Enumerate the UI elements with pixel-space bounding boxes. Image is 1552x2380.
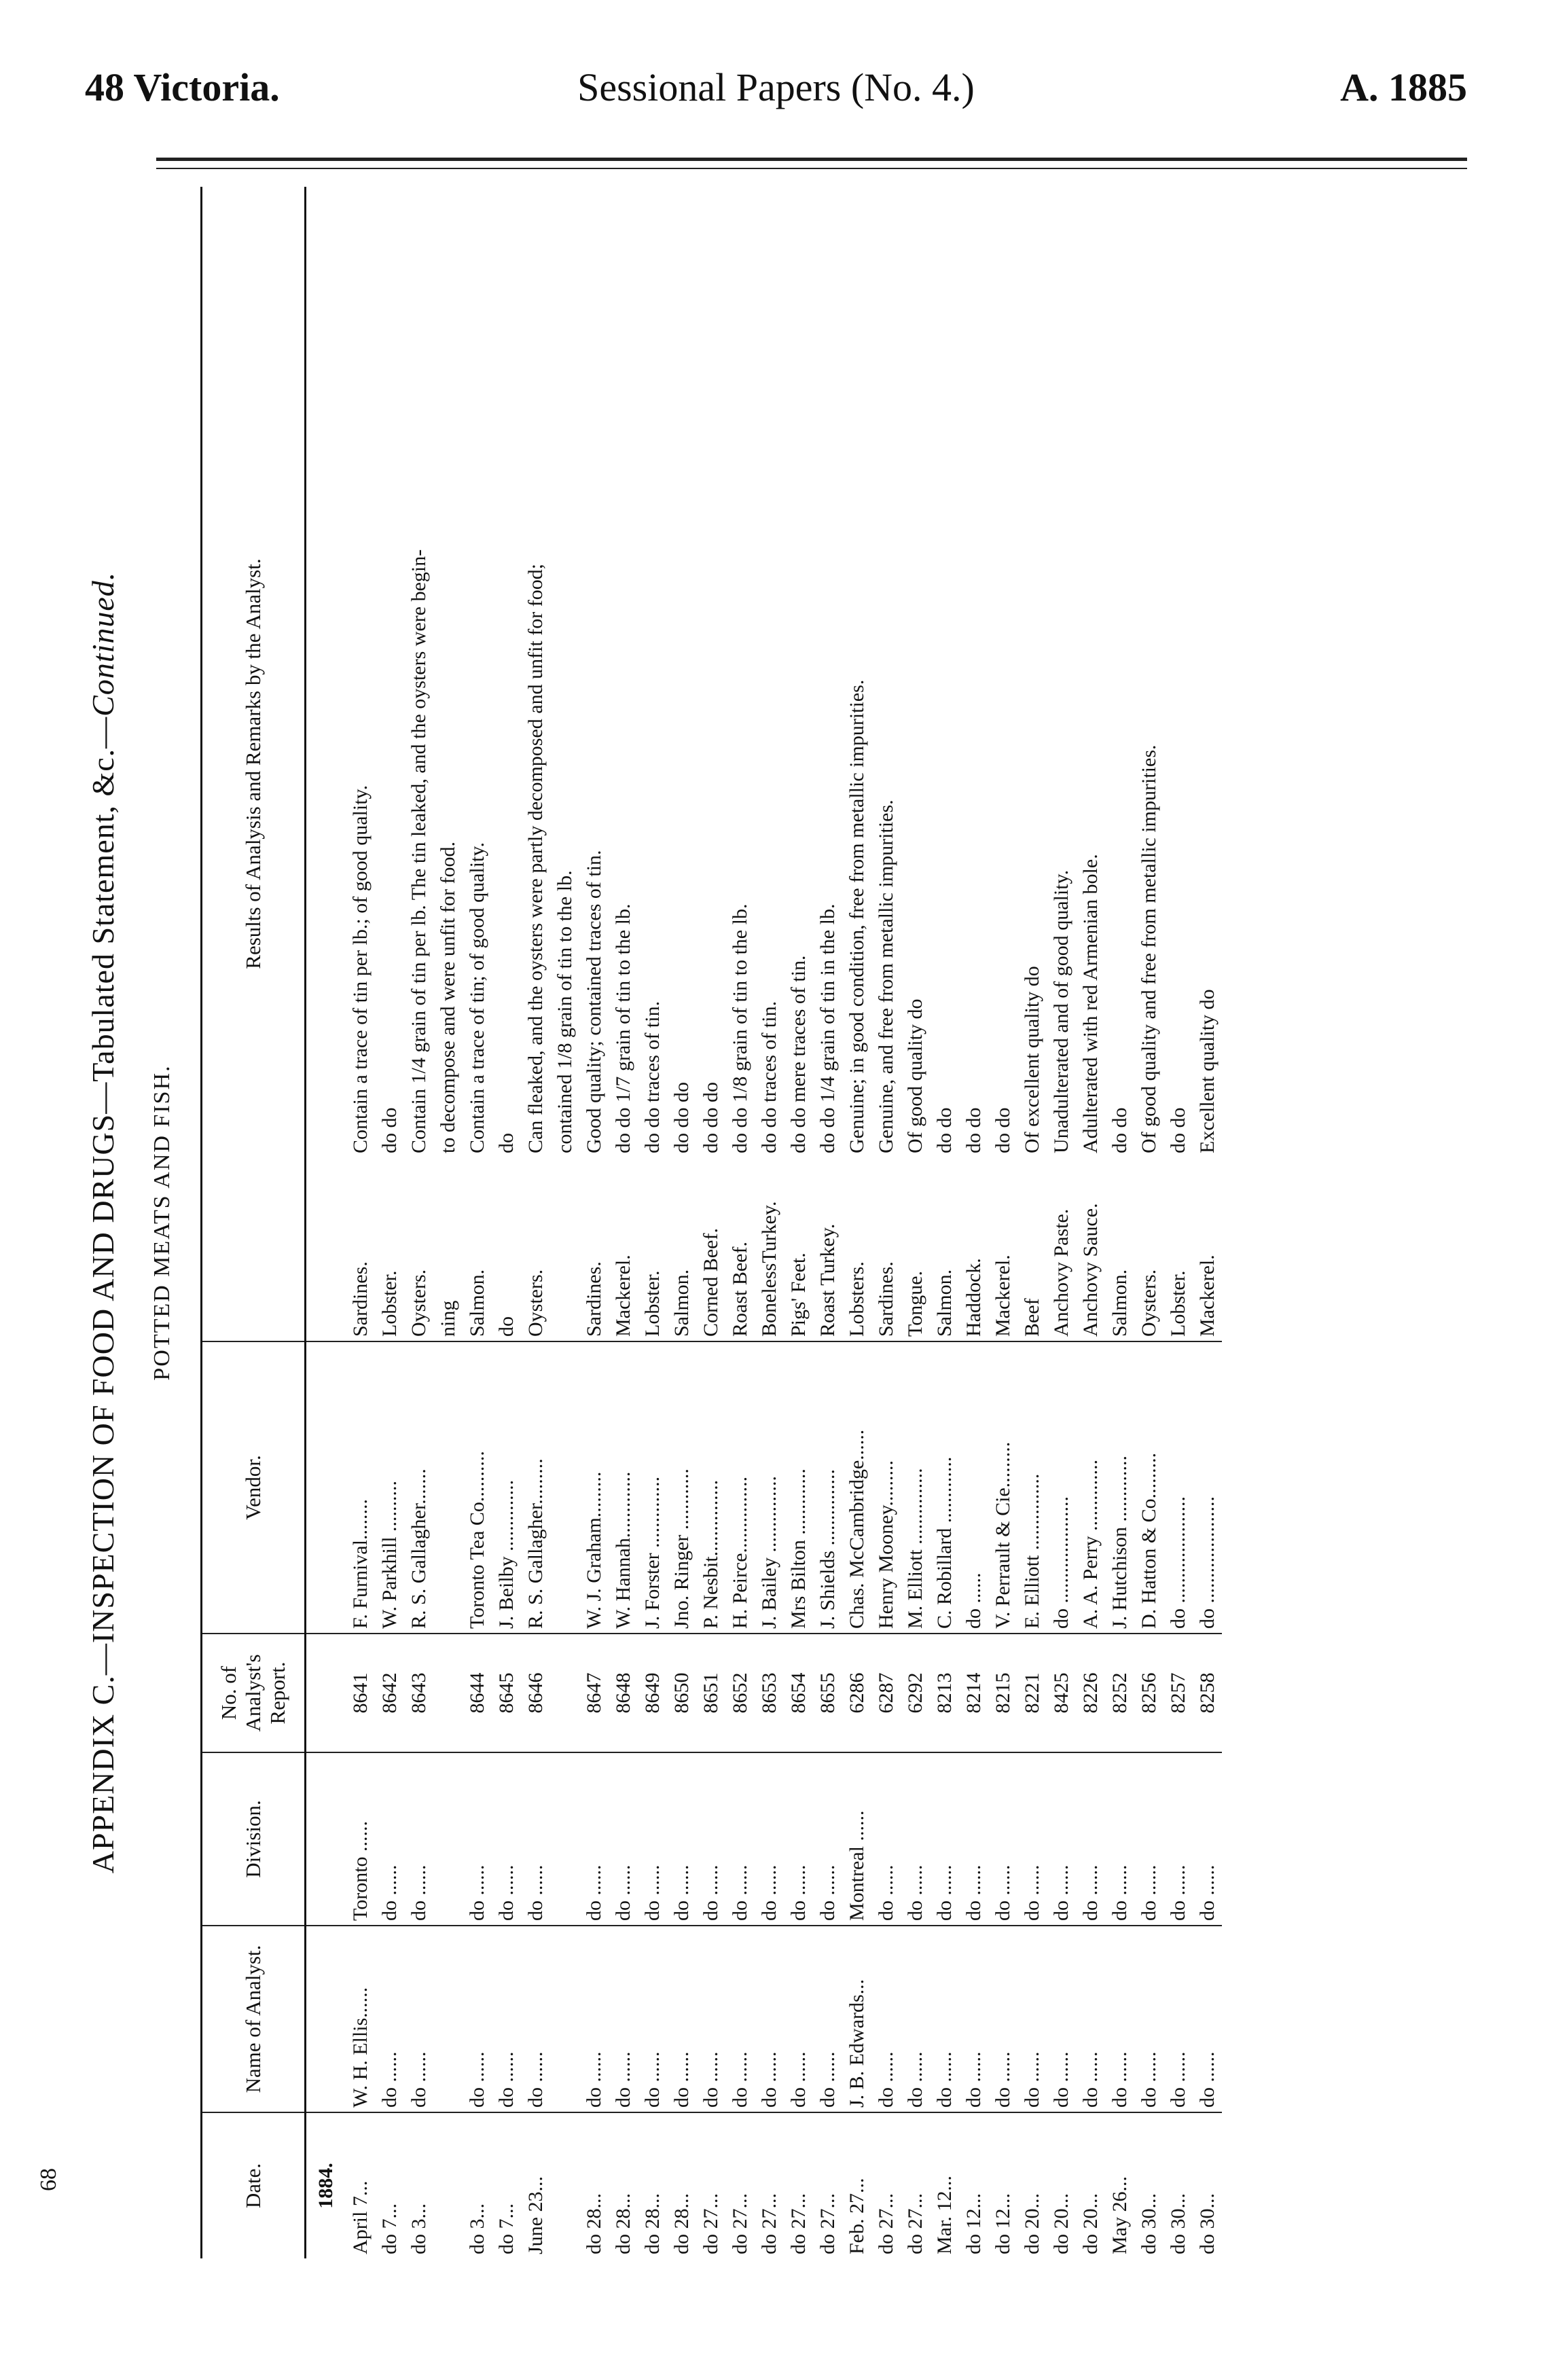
analysis-result: Contain 1/4 grain of tin per lb. The tin leaked, and the oysters were begin-: [408, 549, 430, 1153]
cell-results: [521, 187, 550, 1341]
article-name: Roast Turkey.: [816, 1223, 839, 1337]
analysis-result: do do 1/4 grain of tin in the lb.: [816, 903, 839, 1153]
cell-report: 8257: [1163, 1634, 1193, 1752]
cell-analyst: do ......: [725, 1926, 755, 2112]
table-row: [813, 187, 842, 2258]
cell-results: [433, 187, 463, 1341]
page-header: [0, 65, 1552, 119]
article-name: Mackerel.: [992, 1255, 1014, 1337]
volume-label: 48 Victoria.: [85, 65, 280, 109]
table-row: [725, 187, 755, 2258]
cell-vendor: [433, 1341, 463, 1634]
cell-division: do ......: [1017, 1752, 1047, 1926]
analysis-result: do do mere traces of tin.: [787, 955, 810, 1153]
cell-results: [696, 187, 725, 1341]
cell-division: do ......: [609, 1752, 638, 1926]
cell-results: [463, 187, 492, 1341]
cell-results: [901, 187, 930, 1341]
analysis-result: do do traces of tin.: [758, 1000, 780, 1153]
table-row: [1105, 187, 1134, 2258]
cell-date: Mar. 12...: [933, 2176, 956, 2254]
table-row: [988, 187, 1017, 2258]
analysis-result: Excellent quality do: [1196, 989, 1219, 1153]
year-cell: 1884.: [314, 2163, 337, 2209]
cell-results: [871, 187, 901, 1341]
cell-analyst: do ......: [696, 1926, 725, 2112]
cell-vendor: D. Hatton & Co.........: [1134, 1341, 1163, 1634]
cell-results: [755, 187, 784, 1341]
cell-report: 6292: [901, 1634, 930, 1752]
analysis-result: contained 1/8 grain of tin to the lb.: [554, 870, 576, 1153]
cell-date: do 12...: [962, 2193, 985, 2254]
cell-report: 6286: [842, 1634, 871, 1752]
cell-division: do ......: [579, 1752, 609, 1926]
analysis-result: Contain a trace of tin per lb.; of good quality.: [349, 785, 372, 1153]
cell-date: do 7...: [495, 2203, 518, 2254]
cell-results: [638, 187, 667, 1341]
cell-analyst: do ......: [463, 1926, 492, 2112]
appendix-title-text: APPENDIX C.—INSPECTION OF FOOD AND DRUGS—Tabulated Statement, &c.—: [86, 716, 120, 1874]
cell-results: [930, 187, 959, 1341]
cell-vendor: C. Robillard .............: [930, 1341, 959, 1634]
table-body: [306, 187, 1223, 2258]
table-row: [492, 187, 521, 2258]
analysis-result: do do: [962, 1107, 985, 1153]
analysis-result: Of good quality do: [904, 998, 926, 1153]
cell-vendor: E. Elliott ...............: [1017, 1341, 1047, 1634]
cell-results: [492, 187, 521, 1341]
cell-report: 8256: [1134, 1634, 1163, 1752]
cell-results: [1193, 187, 1222, 1341]
cell-results: [725, 187, 755, 1341]
cell-vendor: R. S. Gallagher.......: [404, 1341, 433, 1634]
article-name: Roast Beef.: [729, 1242, 751, 1337]
cell-analyst: do ......: [579, 1926, 609, 2112]
cell-date: Feb. 27...: [846, 2178, 868, 2254]
cell-date: do 12...: [992, 2193, 1014, 2254]
cell-analyst: do ......: [404, 1926, 433, 2112]
cell-analyst: J. B. Edwards...: [842, 1926, 871, 2112]
cell-analyst: do ......: [1105, 1926, 1134, 2112]
cell-results: [784, 187, 813, 1341]
cell-date: do 28...: [612, 2193, 634, 2254]
article-name: Anchovy Sauce.: [1079, 1203, 1102, 1337]
table-row: [1163, 187, 1193, 2258]
analysis-result: Of good quality and free from metallic impurities.: [1138, 744, 1160, 1153]
cell-results: [550, 187, 579, 1341]
cell-vendor: Chas. McCambridge......: [842, 1341, 871, 1634]
cell-report: 8649: [638, 1634, 667, 1752]
cell-vendor: do .....................: [1163, 1341, 1193, 1634]
article-name: do: [495, 1316, 518, 1337]
cell-report: 8643: [404, 1634, 433, 1752]
cell-report: 8425: [1047, 1634, 1076, 1752]
cell-results: [813, 187, 842, 1341]
cell-vendor: J. Beilby ..............: [492, 1341, 521, 1634]
analysis-result: do do: [992, 1107, 1014, 1153]
cell-analyst: do ......: [375, 1926, 404, 2112]
article-name: ning: [437, 1300, 459, 1337]
cell-vendor: Mrs Bilton .............: [784, 1341, 813, 1634]
cell-division: do ......: [404, 1752, 433, 1926]
cell-vendor: W. Hannah.............: [609, 1341, 638, 1634]
cell-division: do ......: [1163, 1752, 1193, 1926]
cell-division: do ......: [1193, 1752, 1222, 1926]
article-name: Mackerel.: [612, 1255, 634, 1337]
cell-division: do ......: [638, 1752, 667, 1926]
cell-report: 8213: [930, 1634, 959, 1752]
cell-vendor: A. A. Perry ..............: [1076, 1341, 1105, 1634]
cell-report: 8252: [1105, 1634, 1134, 1752]
article-name: Lobsters.: [846, 1261, 868, 1337]
cell-results: [346, 187, 375, 1341]
header-rule: [156, 158, 1467, 161]
rotated-table-page: [85, 187, 1470, 2258]
cell-analyst: do ......: [901, 1926, 930, 2112]
cell-date: do 30...: [1167, 2193, 1189, 2254]
cell-report: 8215: [988, 1634, 1017, 1752]
cell-date: [550, 2112, 579, 2258]
cell-division: do ......: [1076, 1752, 1105, 1926]
article-name: Anchovy Paste.: [1050, 1208, 1072, 1337]
cell-analyst: do ......: [1017, 1926, 1047, 2112]
cell-vendor: [550, 1341, 579, 1634]
cell-date: do 27...: [787, 2193, 810, 2254]
cell-division: do ......: [725, 1752, 755, 1926]
cell-results: [1047, 187, 1076, 1341]
cell-date: do 27...: [729, 2193, 751, 2254]
appendix-title: [85, 187, 121, 2258]
cell-results: [988, 187, 1017, 1341]
cell-report: 8655: [813, 1634, 842, 1752]
table-row: [959, 187, 988, 2258]
analysis-result: do do 1/8 grain of tin to the lb.: [729, 903, 751, 1153]
cell-analyst: [433, 1926, 463, 2112]
analysis-result: do do: [933, 1107, 956, 1153]
cell-date: do 20...: [1079, 2193, 1102, 2254]
article-name: Mackerel.: [1196, 1255, 1219, 1337]
table-row: [521, 187, 550, 2258]
cell-analyst: do ......: [1134, 1926, 1163, 2112]
page-number: 68: [36, 2168, 61, 2191]
analysis-result: do do traces of tin.: [641, 1000, 664, 1153]
cell-vendor: J. Bailey ...............: [755, 1341, 784, 1634]
cell-results: [842, 187, 871, 1341]
cell-division: do ......: [492, 1752, 521, 1926]
cell-date: do 3...: [408, 2203, 430, 2254]
cell-date: do 7...: [378, 2203, 401, 2254]
analysis-result: Unadulterated and of good quality.: [1050, 869, 1072, 1153]
cell-division: Toronto ......: [346, 1752, 375, 1926]
col-header-vendor: Vendor.: [202, 1341, 306, 1634]
analysis-result: Adulterated with red Armenian bole.: [1079, 854, 1102, 1153]
article-name: Lobster.: [1167, 1270, 1189, 1337]
cell-report: 8226: [1076, 1634, 1105, 1752]
cell-division: do ......: [813, 1752, 842, 1926]
cell-report: 8652: [725, 1634, 755, 1752]
cell-analyst: do ......: [521, 1926, 550, 2112]
analysis-result: Good quality; contained traces of tin.: [583, 850, 605, 1153]
cell-division: do ......: [784, 1752, 813, 1926]
table-row: [667, 187, 696, 2258]
cell-date: May 26...: [1108, 2176, 1131, 2254]
cell-division: Montreal ......: [842, 1752, 871, 1926]
analysis-result: do do do: [700, 1082, 722, 1153]
cell-analyst: do ......: [1076, 1926, 1105, 2112]
table-row: [1047, 187, 1076, 2258]
article-name: Sardines.: [349, 1261, 372, 1337]
article-name: Haddock.: [962, 1258, 985, 1337]
table-row: [346, 187, 375, 2258]
cell-analyst: do ......: [755, 1926, 784, 2112]
analysis-result: do do: [1108, 1107, 1131, 1153]
cell-date: do 28...: [670, 2193, 693, 2254]
article-name: Sardines.: [583, 1261, 605, 1337]
cell-results: [1134, 187, 1163, 1341]
cell-results: [1017, 187, 1047, 1341]
cell-vendor: J. Forster ..............: [638, 1341, 667, 1634]
cell-vendor: H. Peirce...............: [725, 1341, 755, 1634]
cell-report: 8646: [521, 1634, 550, 1752]
cell-division: do ......: [463, 1752, 492, 1926]
cell-date: do 27...: [700, 2193, 722, 2254]
cell-division: do ......: [755, 1752, 784, 1926]
table-row: [375, 187, 404, 2258]
cell-analyst: do ......: [930, 1926, 959, 2112]
cell-report: [433, 1634, 463, 1752]
cell-report: 8644: [463, 1634, 492, 1752]
cell-date: do 27...: [816, 2193, 839, 2254]
cell-report: 8651: [696, 1634, 725, 1752]
cell-date: do 30...: [1196, 2193, 1219, 2254]
article-name: Pigs' Feet.: [787, 1252, 810, 1337]
col-header-division: Division.: [202, 1752, 306, 1926]
cell-analyst: do ......: [492, 1926, 521, 2112]
cell-results: [1076, 187, 1105, 1341]
cell-division: do ......: [988, 1752, 1017, 1926]
table-row: [609, 187, 638, 2258]
article-name: Salmon.: [1108, 1269, 1131, 1337]
cell-vendor: do .....................: [1047, 1341, 1076, 1634]
cell-date: do 27...: [875, 2193, 897, 2254]
cell-division: do ......: [1047, 1752, 1076, 1926]
table-row: [579, 187, 609, 2258]
cell-vendor: F. Furnival........: [346, 1341, 375, 1634]
article-name: Beef: [1021, 1298, 1043, 1337]
table-row: [638, 187, 667, 2258]
cell-division: [433, 1752, 463, 1926]
cell-analyst: do ......: [784, 1926, 813, 2112]
cell-vendor: W. Parkhill ..........: [375, 1341, 404, 1634]
table-row: [871, 187, 901, 2258]
cell-results: [609, 187, 638, 1341]
article-name: Salmon.: [933, 1269, 956, 1337]
cell-analyst: do ......: [988, 1926, 1017, 2112]
article-name: Salmon.: [670, 1269, 693, 1337]
section-title: POTTED MEATS AND FISH.: [149, 1064, 175, 1381]
cell-division: do ......: [521, 1752, 550, 1926]
cell-date: do 3...: [466, 2203, 488, 2254]
year-label: A. 1885: [1340, 65, 1467, 109]
cell-division: do ......: [871, 1752, 901, 1926]
cell-report: [550, 1634, 579, 1752]
cell-date: do 20...: [1021, 2193, 1043, 2254]
analysis-result: Of excellent quality do: [1021, 966, 1043, 1153]
table-row: [784, 187, 813, 2258]
cell-results: [1163, 187, 1193, 1341]
col-header-analyst: Name of Analyst.: [202, 1926, 306, 2112]
cell-vendor: J. Shields ...............: [813, 1341, 842, 1634]
col-header-date: Date.: [202, 2112, 306, 2258]
header-rule-thin: [156, 168, 1467, 169]
analysis-result: do: [495, 1133, 518, 1153]
cell-results: [579, 187, 609, 1341]
cell-vendor: do ......: [959, 1341, 988, 1634]
continued-label: Continued.: [86, 571, 120, 717]
cell-report: 8648: [609, 1634, 638, 1752]
analysis-result: Contain a trace of tin; of good quality.: [466, 842, 488, 1153]
cell-report: 8214: [959, 1634, 988, 1752]
table-row: [404, 187, 433, 2258]
cell-analyst: do ......: [871, 1926, 901, 2112]
cell-vendor: M. Elliott ...............: [901, 1341, 930, 1634]
cell-analyst: do ......: [1163, 1926, 1193, 2112]
table-row: [930, 187, 959, 2258]
analysis-result: do do: [1167, 1107, 1189, 1153]
cell-results: [959, 187, 988, 1341]
article-name: Oysters.: [1138, 1269, 1160, 1337]
analysis-result: do do: [378, 1107, 401, 1153]
table-header-row: [202, 187, 306, 2258]
cell-date: April 7...: [349, 2180, 372, 2254]
year-row: [306, 187, 346, 2258]
article-name: Oysters.: [524, 1269, 547, 1337]
cell-date: [433, 2112, 463, 2258]
inspection-table: [202, 187, 1222, 2258]
cell-division: do ......: [667, 1752, 696, 1926]
cell-results: [667, 187, 696, 1341]
cell-report: 8645: [492, 1634, 521, 1752]
cell-vendor: Jno. Ringer ............: [667, 1341, 696, 1634]
cell-analyst: do ......: [1193, 1926, 1222, 2112]
cell-results: [1105, 187, 1134, 1341]
cell-vendor: V. Perrault & Cie.........: [988, 1341, 1017, 1634]
table-row: [1017, 187, 1047, 2258]
table-row: [550, 187, 579, 2258]
cell-date: do 27...: [758, 2193, 780, 2254]
cell-date: do 27...: [904, 2193, 926, 2254]
article-name: Corned Beef.: [700, 1228, 722, 1337]
cell-report: 8642: [375, 1634, 404, 1752]
table-row: [901, 187, 930, 2258]
table-row: [433, 187, 463, 2258]
cell-division: [550, 1752, 579, 1926]
cell-analyst: W. H. Ellis......: [346, 1926, 375, 2112]
cell-report: 8653: [755, 1634, 784, 1752]
col-header-results: Results of Analysis and Remarks by the Analyst.: [202, 187, 306, 1341]
cell-vendor: R. S. Gallagher.........: [521, 1341, 550, 1634]
cell-vendor: P. Nesbit...............: [696, 1341, 725, 1634]
cell-date: do 28...: [583, 2193, 605, 2254]
table-row: [463, 187, 492, 2258]
table-row: [696, 187, 725, 2258]
cell-division: do ......: [901, 1752, 930, 1926]
cell-report: 8647: [579, 1634, 609, 1752]
cell-date: June 23...: [524, 2176, 547, 2254]
cell-report: 8650: [667, 1634, 696, 1752]
cell-vendor: Henry Mooney.........: [871, 1341, 901, 1634]
cell-division: do ......: [1134, 1752, 1163, 1926]
article-name: BonelessTurkey.: [758, 1201, 780, 1337]
analysis-result: Genuine, and free from metallic impurities.: [875, 799, 897, 1153]
cell-analyst: do ......: [813, 1926, 842, 2112]
cell-division: do ......: [696, 1752, 725, 1926]
cell-division: do ......: [375, 1752, 404, 1926]
table-row: [1193, 187, 1222, 2258]
cell-division: do ......: [959, 1752, 988, 1926]
cell-vendor: J. Hutchison .............: [1105, 1341, 1134, 1634]
cell-date: do 30...: [1138, 2193, 1160, 2254]
cell-report: 8654: [784, 1634, 813, 1752]
article-name: Lobster.: [378, 1270, 401, 1337]
cell-report: 8641: [346, 1634, 375, 1752]
cell-date: do 20...: [1050, 2193, 1072, 2254]
cell-date: do 28...: [641, 2193, 664, 2254]
cell-analyst: do ......: [959, 1926, 988, 2112]
cell-vendor: W. J. Graham.........: [579, 1341, 609, 1634]
col-header-report: No. of Analyst's Report.: [202, 1634, 306, 1752]
cell-report: 8258: [1193, 1634, 1222, 1752]
cell-analyst: do ......: [667, 1926, 696, 2112]
cell-report: 6287: [871, 1634, 901, 1752]
sessional-papers-label: Sessional Papers (No. 4.): [577, 65, 975, 109]
inspection-table-wrapper: [200, 187, 1222, 2258]
cell-analyst: do ......: [638, 1926, 667, 2112]
analysis-result: to decompose and were unfit for food.: [437, 841, 459, 1153]
cell-analyst: do ......: [1047, 1926, 1076, 2112]
analysis-result: do do do: [670, 1082, 693, 1153]
analysis-result: Genuine; in good condition, free from metallic impurities.: [846, 679, 868, 1153]
cell-vendor: do .....................: [1193, 1341, 1222, 1634]
article-name: Sardines.: [875, 1261, 897, 1337]
cell-division: do ......: [930, 1752, 959, 1926]
analysis-result: do do 1/7 grain of tin to the lb.: [612, 903, 634, 1153]
article-name: Lobster.: [641, 1270, 664, 1337]
cell-results: [375, 187, 404, 1341]
article-name: Tongue.: [904, 1270, 926, 1337]
table-row: [1076, 187, 1105, 2258]
table-row: [1134, 187, 1163, 2258]
cell-vendor: Toronto Tea Co..........: [463, 1341, 492, 1634]
table-row: [842, 187, 871, 2258]
article-name: Salmon.: [466, 1269, 488, 1337]
cell-analyst: do ......: [609, 1926, 638, 2112]
article-name: Oysters.: [408, 1269, 430, 1337]
cell-report: 8221: [1017, 1634, 1047, 1752]
analysis-result: Can fleaked, and the oysters were partly decomposed and unfit for food;: [524, 563, 547, 1153]
cell-analyst: [550, 1926, 579, 2112]
cell-division: do ......: [1105, 1752, 1134, 1926]
table-row: [755, 187, 784, 2258]
cell-results: [404, 187, 433, 1341]
